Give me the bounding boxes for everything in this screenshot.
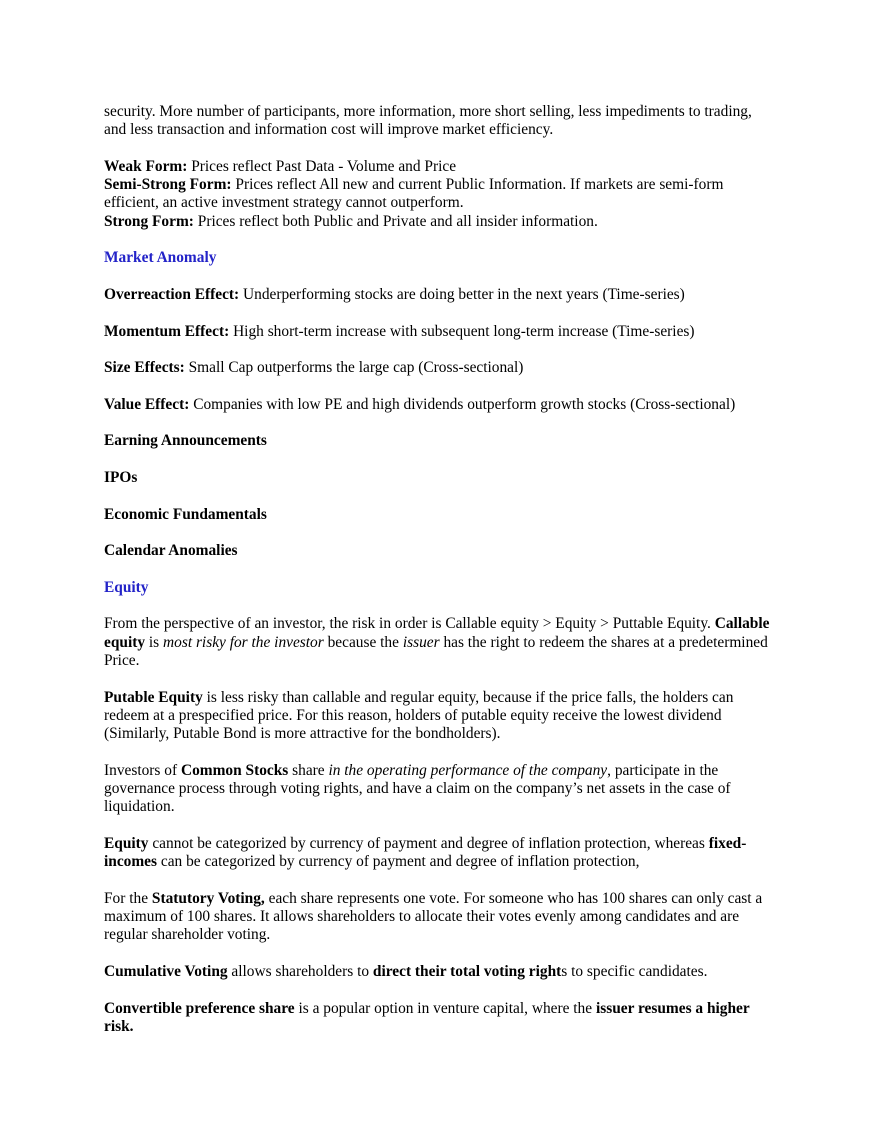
semi-strong-form-label: Semi-Strong Form: <box>104 176 232 194</box>
text-segment: From the perspective of an investor, the risk in order is Callable equity > Equity > Puttable Equity. <box>104 615 715 633</box>
value-label: Value Effect: <box>104 395 190 413</box>
equity-paragraph-convertible <box>104 1000 776 1037</box>
statutory-voting-term: Statutory Voting, <box>151 889 265 907</box>
text-segment: can be categorized by currency of payment and degree of inflation protection, <box>157 853 640 871</box>
equity-paragraph-callable <box>104 615 776 670</box>
calendar-anomalies-label: Calendar Anomalies <box>104 542 238 560</box>
strong-form-line <box>104 213 776 231</box>
earning-announcements <box>104 432 776 450</box>
value-text: Companies with low PE and high dividends outperform growth stocks (Cross-sectional) <box>189 395 736 413</box>
text-segment: each share represents one vote. For someone who has 100 shares can only cast a maximum of 100 shares. It allows shareholders to allocate their votes evenly among candidates and are regular shareholder voting. <box>104 889 763 944</box>
equity-term: Equity <box>104 834 149 852</box>
text-segment: is less risky than callable and regular equity, because if the price falls, the holders can redeem at a prespecified price. For this reason, holders of putable equity receive the lowest dividend (Similarly, Putable Bond is more attractive for the bondholders). <box>104 688 734 743</box>
equity-paragraph-statutory-voting <box>104 890 776 945</box>
momentum-effect <box>104 323 776 341</box>
weak-form-line <box>104 158 776 176</box>
overreaction-text: Underperforming stocks are doing better in the next years (Time-series) <box>239 285 685 303</box>
size-text: Small Cap outperforms the large cap (Cross-sectional) <box>184 359 524 377</box>
overreaction-label: Overreaction Effect: <box>104 285 240 303</box>
size-effects <box>104 359 776 377</box>
semi-strong-form-text: Prices reflect All new and current Public Information. If markets are semi-form efficient, an active investment strategy cannot outperform. <box>104 176 724 212</box>
text-segment: is <box>145 633 164 651</box>
text-segment: share <box>288 761 329 779</box>
size-label: Size Effects: <box>104 359 185 377</box>
strong-form-label: Strong Form: <box>104 212 194 230</box>
calendar-anomalies <box>104 542 776 560</box>
text-segment: , participate in the governance process through voting rights, and have a claim on the company’s net assets in the case of liquidation. <box>104 761 731 816</box>
text-segment: is a popular option in venture capital, where the <box>294 999 596 1017</box>
text-segment: has the right to redeem the shares at a predetermined Price. <box>104 633 768 669</box>
text-segment: For the <box>104 889 152 907</box>
semi-strong-form-line <box>104 176 776 213</box>
intro-text: security. More number of participants, more information, more short selling, less impediments to trading, and less transaction and information cost will improve market efficiency. <box>104 103 752 139</box>
market-anomaly-heading: Market Anomaly <box>104 249 217 267</box>
document-page <box>104 103 776 1054</box>
equity-paragraph-cumulative-voting <box>104 963 776 981</box>
bold-segment: direct their total voting right <box>372 962 562 980</box>
italic-segment: in the operating performance of the company <box>328 761 608 779</box>
putable-equity-term: Putable Equity <box>104 688 203 706</box>
momentum-label: Momentum Effect: <box>104 322 230 340</box>
economic-fundamentals <box>104 506 776 524</box>
bold-segment: issuer resumes a higher risk. <box>104 999 750 1035</box>
momentum-text: High short-term increase with subsequent long-term increase (Time-series) <box>229 322 695 340</box>
intro-paragraph <box>104 103 776 140</box>
ipos <box>104 469 776 487</box>
weak-form-text: Prices reflect Past Data - Volume and Price <box>187 157 457 175</box>
earning-announcements-label: Earning Announcements <box>104 432 267 450</box>
italic-segment: most risky for the investor <box>163 633 324 651</box>
convertible-preference-term: Convertible preference share <box>104 999 295 1017</box>
common-stocks-term: Common Stocks <box>180 761 289 779</box>
text-segment: cannot be categorized by currency of payment and degree of inflation protection, whereas <box>148 834 709 852</box>
strong-form-text: Prices reflect both Public and Private and all insider information. <box>193 212 598 230</box>
fixed-incomes-term: fixed-incomes <box>104 834 747 871</box>
text-segment: because the <box>323 633 403 651</box>
weak-form-label: Weak Form: <box>104 157 188 175</box>
text-segment: s to specific candidates. <box>561 962 708 980</box>
cumulative-voting-term: Cumulative Voting <box>104 962 228 980</box>
callable-equity-term: Callable equity <box>104 615 770 651</box>
economic-fundamentals-label: Economic Fundamentals <box>104 505 267 523</box>
text-segment: Investors of <box>104 761 181 779</box>
text-segment: allows shareholders to <box>227 962 373 980</box>
value-effect <box>104 396 776 414</box>
ipos-label: IPOs <box>104 468 138 486</box>
equity-heading: Equity <box>104 578 149 596</box>
equity-paragraph-putable <box>104 689 776 744</box>
italic-segment: issuer <box>402 633 440 651</box>
overreaction-effect <box>104 286 776 304</box>
equity-paragraph-categorization <box>104 835 776 872</box>
equity-paragraph-common-stocks <box>104 762 776 817</box>
